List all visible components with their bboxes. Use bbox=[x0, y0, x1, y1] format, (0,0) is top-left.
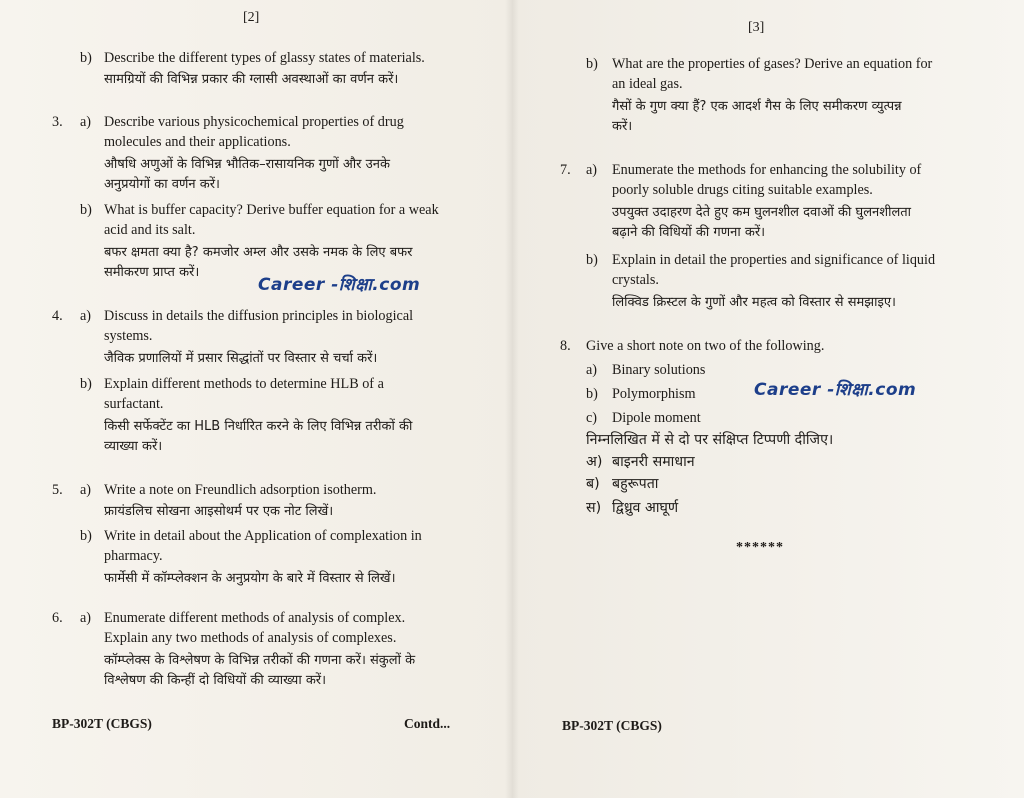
sub-label: a) bbox=[80, 308, 92, 324]
question-text-en: molecules and their applications. bbox=[104, 134, 291, 150]
page-number: [2] bbox=[243, 10, 260, 25]
question-text-en: surfactant. bbox=[104, 396, 164, 412]
question-text-en: Describe various physicochemical properties of drug bbox=[104, 114, 404, 130]
question-number: 5. bbox=[52, 482, 63, 498]
question-text-hi: सामग्रियों की विभिन्न प्रकार की ग्लासी अवस्थाओं का वर्णन करें। bbox=[104, 72, 399, 87]
question-text-en: Discuss in details the diffusion principles in biological bbox=[104, 308, 414, 324]
page-gutter bbox=[505, 0, 519, 798]
question-text-hi: औषधि अणुओं के विभिन्न भौतिक–रासायनिक गुणों और उनके bbox=[104, 157, 390, 172]
question-number: 4. bbox=[52, 308, 63, 324]
sub-label: b) bbox=[80, 376, 92, 392]
sub-label: a) bbox=[80, 482, 92, 498]
option-label: स) bbox=[586, 500, 602, 516]
question-text-en: What is buffer capacity? Derive buffer equation for a weak bbox=[104, 202, 439, 218]
question-text-hi: किसी सर्फेक्टेंट का HLB निर्धारित करने के लिए विभिन्न तरीकों की bbox=[104, 419, 413, 434]
question-text-hi: अनुप्रयोगों का वर्णन करें। bbox=[104, 177, 220, 192]
question-text-hi: फार्मेसी में कॉम्प्लेक्शन के अनुप्रयोग के बारे में विस्तार से लिखें। bbox=[104, 571, 396, 586]
sub-label: b) bbox=[586, 56, 598, 72]
question-text-en: poorly soluble drugs citing suitable examples. bbox=[612, 182, 873, 198]
question-text-hi: कॉम्प्लेक्स के विश्लेषण के विभिन्न तरीकों की गणना करें। संकुलों के bbox=[104, 653, 416, 668]
question-text-hi: फ्रायंडलिच सोखना आइसोथर्म पर एक नोट लिखें। bbox=[104, 504, 334, 519]
sub-label: b) bbox=[80, 528, 92, 544]
watermark: Career -शिक्षा.com bbox=[754, 380, 917, 400]
watermark: Career -शिक्षा.com bbox=[258, 275, 421, 295]
option-label: b) bbox=[586, 386, 598, 402]
option-text: बहुरूपता bbox=[612, 476, 659, 492]
sub-label: a) bbox=[80, 114, 92, 130]
question-text-hi: व्याख्या करें। bbox=[104, 439, 163, 454]
question-text-hi: जैविक प्रणालियों में प्रसार सिद्धांतों पर विस्तार से चर्चा करें। bbox=[104, 351, 378, 366]
sub-label: a) bbox=[586, 162, 598, 178]
option-text: बाइनरी समाधान bbox=[612, 454, 695, 470]
question-number: 7. bbox=[560, 162, 571, 178]
question-number: 6. bbox=[52, 610, 63, 626]
question-text-en: pharmacy. bbox=[104, 548, 163, 564]
sub-label: b) bbox=[586, 252, 598, 268]
option-label: c) bbox=[586, 410, 598, 426]
option-item bbox=[586, 362, 597, 379]
page-footer: BP-302T (CBGS) bbox=[52, 716, 152, 731]
question-text-hi: लिक्विड क्रिस्टल के गुणों और महत्व को विस्तार से समझाइए। bbox=[612, 295, 896, 310]
option-label: ब) bbox=[586, 476, 600, 492]
question-text-en: acid and its salt. bbox=[104, 222, 196, 238]
end-marker: ****** bbox=[736, 540, 784, 555]
option-text: Dipole moment bbox=[612, 410, 701, 426]
page-footer: BP-302T (CBGS) bbox=[562, 718, 662, 733]
option-text: Binary solutions bbox=[612, 362, 706, 378]
sub-label: b) bbox=[80, 202, 92, 218]
sub-label: a) bbox=[80, 610, 92, 626]
question-text-hi: विश्लेषण की किन्हीं दो विधियों की व्याख्या करें। bbox=[104, 673, 327, 688]
page-number: [3] bbox=[748, 20, 765, 35]
question-text-en: What are the properties of gases? Derive an equation for bbox=[612, 56, 933, 72]
question-text-hi: समीकरण प्राप्त करें। bbox=[104, 265, 200, 280]
question-text-en: Enumerate the methods for enhancing the solubility of bbox=[612, 162, 922, 178]
question-text-hi: बढ़ाने की विधियों की गणना करें। bbox=[612, 225, 766, 240]
question-text-en: Explain any two methods of analysis of complexes. bbox=[104, 630, 397, 646]
question-text-en: systems. bbox=[104, 328, 153, 344]
question-text-en: Describe the different types of glassy states of materials. bbox=[104, 50, 425, 66]
option-item bbox=[586, 410, 597, 427]
question-text-en: an ideal gas. bbox=[612, 76, 683, 92]
right-page bbox=[512, 0, 1024, 798]
option-text: द्विध्रुव आघूर्ण bbox=[612, 500, 679, 516]
continued-marker: Contd... bbox=[404, 716, 451, 731]
option-item bbox=[586, 386, 598, 403]
question-text-en: Explain different methods to determine HLB of a bbox=[104, 376, 384, 392]
question-text-en: Enumerate different methods of analysis of complex. bbox=[104, 610, 406, 626]
question-text-hi: निम्नलिखित में से दो पर संक्षिप्त टिप्पणी दीजिए। bbox=[586, 432, 834, 448]
question-number: 3. bbox=[52, 114, 63, 130]
question-text-hi: उपयुक्त उदाहरण देते हुए कम घुलनशील दवाओं की घुलनशीलता bbox=[612, 205, 912, 220]
question-text-en: Explain in detail the properties and significance of liquid bbox=[612, 252, 936, 268]
question-number: 8. bbox=[560, 338, 571, 354]
option-label: अ) bbox=[586, 454, 603, 470]
sub-label: b) bbox=[80, 50, 92, 66]
question-text-hi: करें। bbox=[612, 119, 633, 134]
question-text-hi: गैसों के गुण क्या हैं? एक आदर्श गैस के लिए समीकरण व्युत्पन्न bbox=[612, 99, 902, 114]
question-text-en: Write in detail about the Application of complexation in bbox=[104, 528, 422, 544]
question-text-en: Write a note on Freundlich adsorption isotherm. bbox=[104, 482, 377, 498]
question-text-en: Give a short note on two of the following. bbox=[586, 338, 825, 354]
option-label: a) bbox=[586, 362, 598, 378]
question-text-hi: बफर क्षमता क्या है? कमजोर अम्ल और उसके नमक के लिए बफर bbox=[104, 245, 413, 260]
option-text: Polymorphism bbox=[612, 386, 696, 402]
question-text-en: crystals. bbox=[612, 272, 659, 288]
